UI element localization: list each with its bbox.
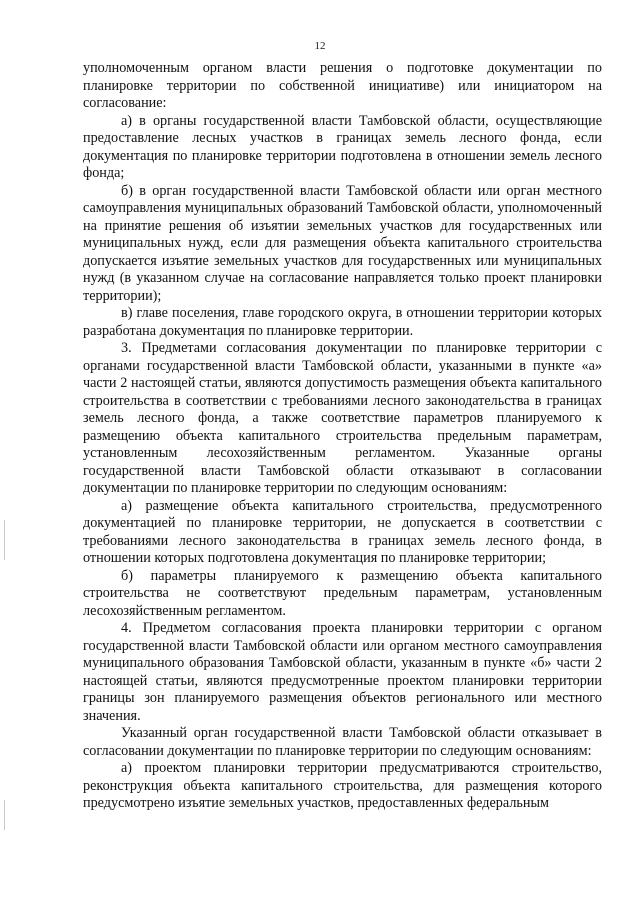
paragraph-continuation: уполномоченным органом власти решения о подготовке документации по планировке территории по собственной инициативе) или инициатором на согласование: [83, 60, 602, 111]
paragraph-refusal-a: а) проектом планировки территории предусматриваются строительство, реконструкция объекта капитального строительства, для размещения которого предусмотрено изъятие земельных участков, предоставленных федеральным [83, 760, 602, 811]
paragraph-item-b: б) в орган государственной власти Тамбовской области или орган местного самоуправления муниципальных образований Тамбовской области, уполномоченный на принятие решения об изъятии земельных участков для государственных или муниципальных нужд, если для размещения объекта капитального строительства допускается изъятие земельных участков для государственных или муниципальных нужд (в указанном случае на согласование направляется только проект планировки территории); [83, 182, 602, 304]
paragraph-section-3: 3. Предметами согласования документации по планировке территории с органами государственной власти Тамбовской области, указанными в пункте «а» части 2 настоящей статьи, являются допустимость размещения объекта капитального строительства в соответствии с требованиями лесного законодательства в границах земель лесного фонда, а также соответствие параметров планируемого к размещению объекта капитального строительства предельным параметрам, установленным лесохозяйственным регламентом. Указанные органы государственной власти Тамбовской области отказывают в согласовании документации по планировке территории по следующим основаниям: [83, 340, 602, 496]
paragraph-section-3-a: а) размещение объекта капитального строительства, предусмотренного документацией по планировке территории, не допускается в соответствии с требованиями лесного законодательства в границах земель лесного фонда, в отношении которых подготовлена документация по планировке территории; [83, 497, 602, 566]
paragraph-item-a: а) в органы государственной власти Тамбовской области, осуществляющие предоставление лесных участков в границах земель лесного фонда, если документация по планировке территории подготовлена в отношении земель лесного фонда; [83, 112, 602, 181]
scan-edge-mark [4, 520, 5, 560]
paragraph-item-v: в) главе поселения, главе городского округа, в отношении территории которых разработана документация по планировке территории. [83, 305, 602, 339]
paragraph-refusal-intro: Указанный орган государственной власти Тамбовской области отказывает в согласовании документации по планировке территории по следующим основаниям: [83, 725, 602, 759]
document-body [83, 60, 602, 813]
paragraph-section-3-b: б) параметры планируемого к размещению объекта капитального строительства не соответствуют предельным параметрам, установленным лесохозяйственным регламентом. [83, 567, 602, 619]
scan-edge-mark [4, 800, 5, 830]
paragraph-section-4: 4. Предметом согласования проекта планировки территории с органом государственной власти Тамбовской области или органом местного самоуправления муниципального образования Тамбовской области, указанным в пункте «б» части 2 настоящей статьи, являются предусмотренные проектом планировки территории границы зон планируемого размещения объектов регионального или местного значения. [83, 620, 602, 724]
page-number: 12 [314, 40, 326, 52]
